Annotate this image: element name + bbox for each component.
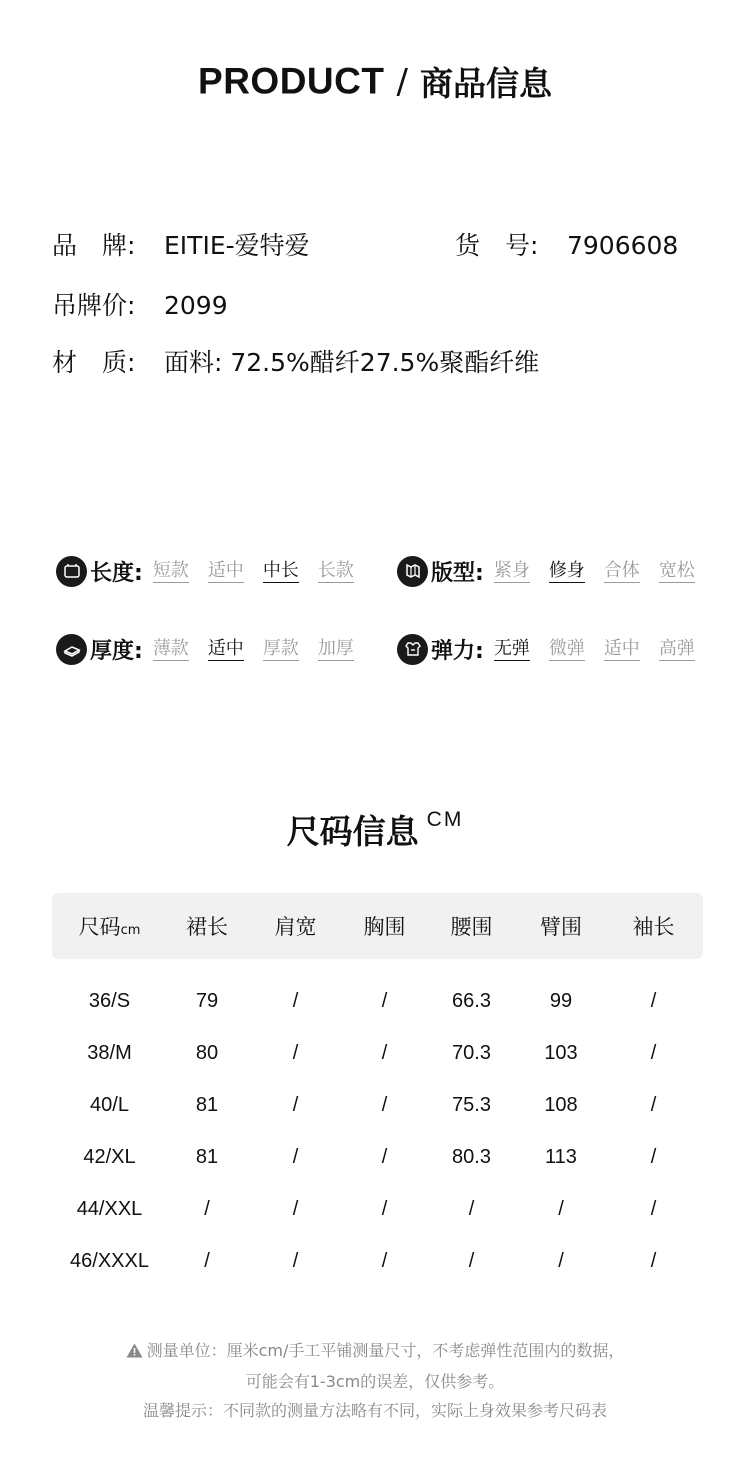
attribute-option: 高弹 <box>658 637 695 659</box>
measurement-cell: / <box>468 1197 475 1220</box>
measurement-cell: 108 <box>544 1093 578 1116</box>
table-row <box>52 1027 703 1079</box>
attribute-thickness <box>56 632 354 666</box>
measurement-cell: / <box>292 1249 299 1272</box>
attribute-elasticity <box>397 632 695 666</box>
measurement-notes <box>0 1336 750 1425</box>
note-line-1 <box>0 1336 750 1367</box>
price-label: 吊牌价: <box>52 291 136 320</box>
note-text: 测量单位：厘米cm/手工平铺测量尺寸，不考虑弹性范围内的数据， <box>146 1341 625 1360</box>
measurement-cell: / <box>292 1145 299 1168</box>
measurement-cell: 80.3 <box>452 1145 491 1168</box>
size-section-title <box>0 806 750 853</box>
attribute-option: 加厚 <box>317 637 354 659</box>
attribute-title: 厚度: <box>90 638 143 664</box>
measurement-cell: 79 <box>195 989 219 1012</box>
price-row <box>52 286 228 322</box>
measurement-cell: / <box>381 989 388 1012</box>
header-size-label: 尺码 <box>78 915 121 939</box>
attribute-option-selected: 修身 <box>548 559 585 581</box>
attribute-title: 长度: <box>90 560 143 586</box>
measurement-cell: / <box>292 1197 299 1220</box>
size-table <box>52 893 703 1287</box>
warning-icon <box>126 1338 143 1367</box>
measurement-cell: 113 <box>545 1145 577 1168</box>
measurement-cell: / <box>381 1197 388 1220</box>
note-line-2: 可能会有1-3cm的误差，仅供参考。 <box>245 1372 505 1391</box>
table-header-cell: 腰围 <box>450 915 493 939</box>
material-value: 面料: 72.5%醋纤27.5%聚酯纤维 <box>164 348 540 377</box>
attribute-option: 厚款 <box>262 637 299 659</box>
thickness-icon <box>56 634 87 665</box>
attribute-option: 适中 <box>603 637 640 659</box>
header-separator: / <box>396 61 408 102</box>
table-header <box>52 893 703 959</box>
page-header <box>0 58 750 105</box>
attribute-option: 适中 <box>207 559 244 581</box>
attribute-option: 紧身 <box>493 559 530 581</box>
table-row <box>52 1079 703 1131</box>
measurement-cell: / <box>558 1197 564 1220</box>
material-row <box>52 343 539 379</box>
size-cell: 38/M <box>87 1041 132 1064</box>
measurement-cell: 99 <box>549 989 573 1012</box>
measurement-cell: / <box>381 1249 388 1272</box>
measurement-cell: / <box>650 1145 657 1168</box>
attribute-length <box>56 554 354 588</box>
attribute-option-selected: 适中 <box>207 637 244 659</box>
material-label: 材 质: <box>52 348 136 377</box>
measurement-cell: 80 <box>195 1041 219 1064</box>
measurement-cell: / <box>650 1197 657 1220</box>
table-header-cell: 臂围 <box>540 915 582 939</box>
size-title-unit: CM <box>426 808 464 831</box>
measurement-cell: / <box>558 1249 564 1272</box>
header-unit: cm <box>120 923 141 938</box>
item-no-label: 货 号: <box>455 231 539 260</box>
table-body <box>52 975 703 1287</box>
attribute-option-selected: 中长 <box>262 559 299 581</box>
measurement-cell: 70.3 <box>452 1041 491 1064</box>
measurement-cell: / <box>468 1249 475 1272</box>
table-header-cell: 胸围 <box>363 915 406 939</box>
measurement-cell: 103 <box>544 1041 578 1064</box>
size-title-text: 尺码信息 <box>286 812 419 851</box>
size-cell: 40/L <box>90 1093 129 1116</box>
attribute-title: 弹力: <box>431 638 484 664</box>
measurement-cell: / <box>381 1041 388 1064</box>
table-header-cell: 裙长 <box>186 915 228 939</box>
measurement-cell: / <box>292 1041 299 1064</box>
header-title-cn: 商品信息 <box>419 64 552 103</box>
measurement-cell: / <box>381 1093 388 1116</box>
attribute-fit <box>397 554 695 588</box>
attribute-option-selected: 无弹 <box>493 637 530 659</box>
table-row <box>52 1131 703 1183</box>
measurement-cell: / <box>204 1249 210 1272</box>
brand-row <box>52 226 310 262</box>
brand-label: 品 牌: <box>52 231 136 260</box>
fit-icon <box>397 556 428 587</box>
measurement-cell: / <box>650 1041 657 1064</box>
size-cell: 36/S <box>88 989 131 1012</box>
table-row <box>52 1235 703 1287</box>
measurement-cell: 81 <box>195 1093 219 1116</box>
table-row <box>52 1183 703 1235</box>
attribute-option: 短款 <box>152 559 189 581</box>
length-icon <box>56 556 87 587</box>
measurement-cell: / <box>650 1249 657 1272</box>
item-no-row <box>455 226 678 262</box>
measurement-cell: 75.3 <box>452 1093 491 1116</box>
table-header-cell <box>52 911 167 941</box>
attribute-option: 合体 <box>603 559 640 581</box>
measurement-cell: / <box>650 1093 657 1116</box>
attribute-option: 薄款 <box>152 637 189 659</box>
measurement-cell: / <box>292 1093 299 1116</box>
attribute-option: 微弹 <box>548 637 585 659</box>
measurement-cell: / <box>204 1197 210 1220</box>
table-row <box>52 975 703 1027</box>
header-title-en: PRODUCT <box>198 60 385 102</box>
measurement-cell: 81 <box>195 1145 219 1168</box>
table-header-cell: 肩宽 <box>274 915 317 939</box>
price-value: 2099 <box>164 291 228 320</box>
brand-value: EITIE-爱特爱 <box>164 231 310 260</box>
attribute-title: 版型: <box>431 560 484 586</box>
size-cell: 42/XL <box>83 1145 136 1168</box>
note-line-3: 温馨提示：不同款的测量方法略有不同，实际上身效果参考尺码表 <box>142 1401 607 1420</box>
elasticity-icon <box>397 634 428 665</box>
measurement-cell: / <box>292 989 299 1012</box>
item-no-value: 7906608 <box>567 231 679 260</box>
measurement-cell: / <box>381 1145 388 1168</box>
size-cell: 44/XXL <box>76 1197 143 1220</box>
measurement-cell: 66.3 <box>452 989 491 1012</box>
measurement-cell: / <box>650 989 657 1012</box>
attribute-option: 宽松 <box>658 559 695 581</box>
size-cell: 46/XXXL <box>70 1249 149 1272</box>
table-header-cell: 袖长 <box>632 915 675 939</box>
attribute-option: 长款 <box>317 559 354 581</box>
